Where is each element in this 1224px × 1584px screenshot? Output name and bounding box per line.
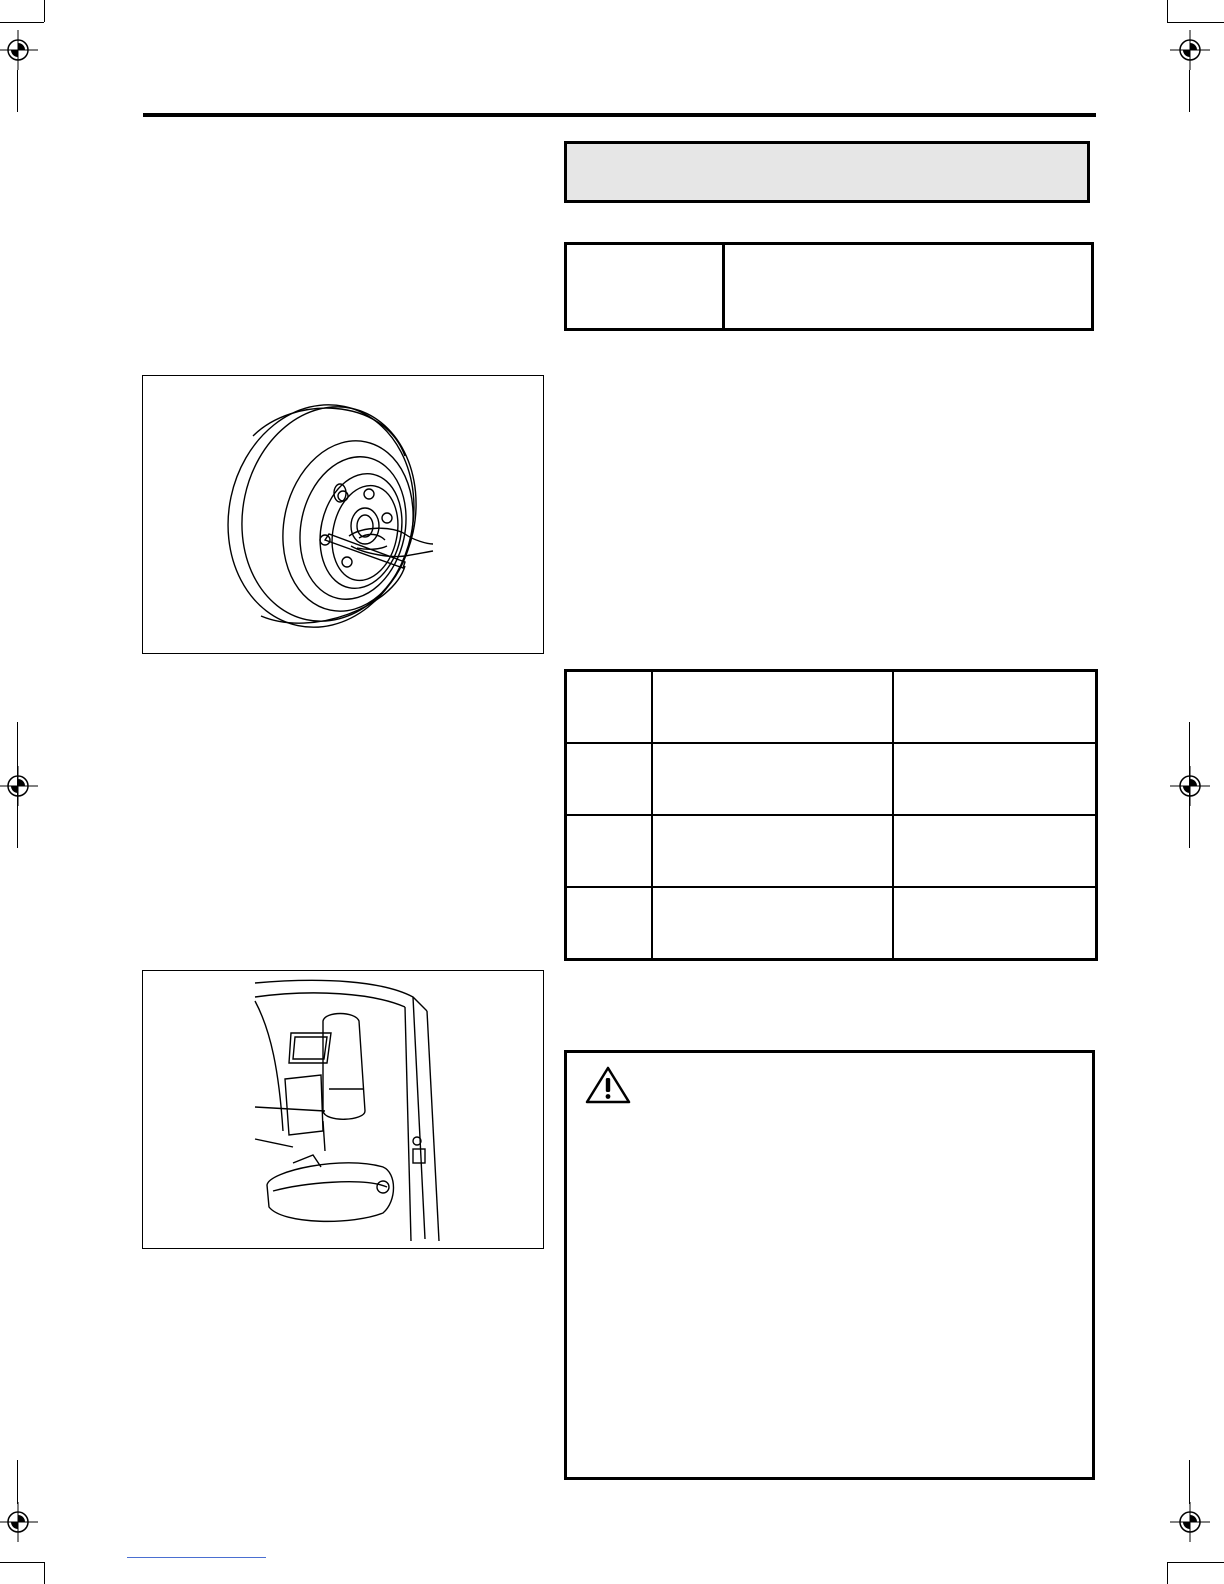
registration-mark-top-right	[1170, 30, 1210, 70]
section-heading-box	[564, 141, 1090, 203]
table-cell	[893, 887, 1097, 960]
table-cell	[652, 887, 893, 960]
registration-line-mid-left	[17, 722, 18, 848]
wheel-lug-nut-illustration	[143, 376, 543, 653]
table-cell	[566, 887, 652, 960]
crop-mark-top-right-v	[1167, 0, 1168, 22]
spec-box-left-cell	[567, 245, 725, 328]
table-cell	[652, 743, 893, 815]
footer-link-underline	[127, 1557, 266, 1558]
table-cell	[652, 815, 893, 887]
spec-table	[564, 669, 1098, 961]
warning-box	[564, 1050, 1095, 1480]
crop-mark-top-left-h	[0, 22, 44, 23]
registration-line-mid-right	[1189, 722, 1190, 848]
cab-seat-figure	[142, 970, 544, 1249]
registration-line-bottom-left	[17, 1460, 18, 1504]
header-rule	[143, 113, 1096, 117]
table-cell	[893, 671, 1097, 744]
registration-line-bottom-right	[1189, 1460, 1190, 1504]
table-cell	[566, 671, 652, 744]
table-row	[566, 671, 1097, 744]
registration-line-top-right	[1189, 70, 1190, 112]
cab-seat-door-illustration	[143, 971, 543, 1248]
table-cell	[566, 743, 652, 815]
wheel-lug-nut-figure	[142, 375, 544, 654]
table-cell	[893, 815, 1097, 887]
table-cell	[566, 815, 652, 887]
spec-box-right-cell	[725, 245, 1091, 328]
spec-box	[564, 242, 1094, 331]
table-row	[566, 887, 1097, 960]
table-row	[566, 743, 1097, 815]
registration-mark-bottom-left	[0, 1502, 38, 1542]
crop-mark-bottom-right-v	[1167, 1562, 1168, 1584]
table-cell	[652, 671, 893, 744]
table-cell	[893, 743, 1097, 815]
crop-mark-bottom-left-h	[0, 1562, 44, 1563]
crop-mark-bottom-right-h	[1167, 1562, 1224, 1563]
crop-mark-top-right-h	[1167, 22, 1224, 23]
crop-mark-top-left-v	[44, 0, 45, 22]
registration-line-top-left	[17, 70, 18, 112]
warning-triangle-icon	[584, 1065, 632, 1105]
registration-mark-bottom-right	[1170, 1502, 1210, 1542]
registration-mark-mid-left	[0, 766, 38, 806]
table-row	[566, 815, 1097, 887]
crop-mark-bottom-left-v	[44, 1562, 45, 1584]
registration-mark-top-left	[0, 30, 38, 70]
registration-mark-mid-right	[1170, 766, 1210, 806]
